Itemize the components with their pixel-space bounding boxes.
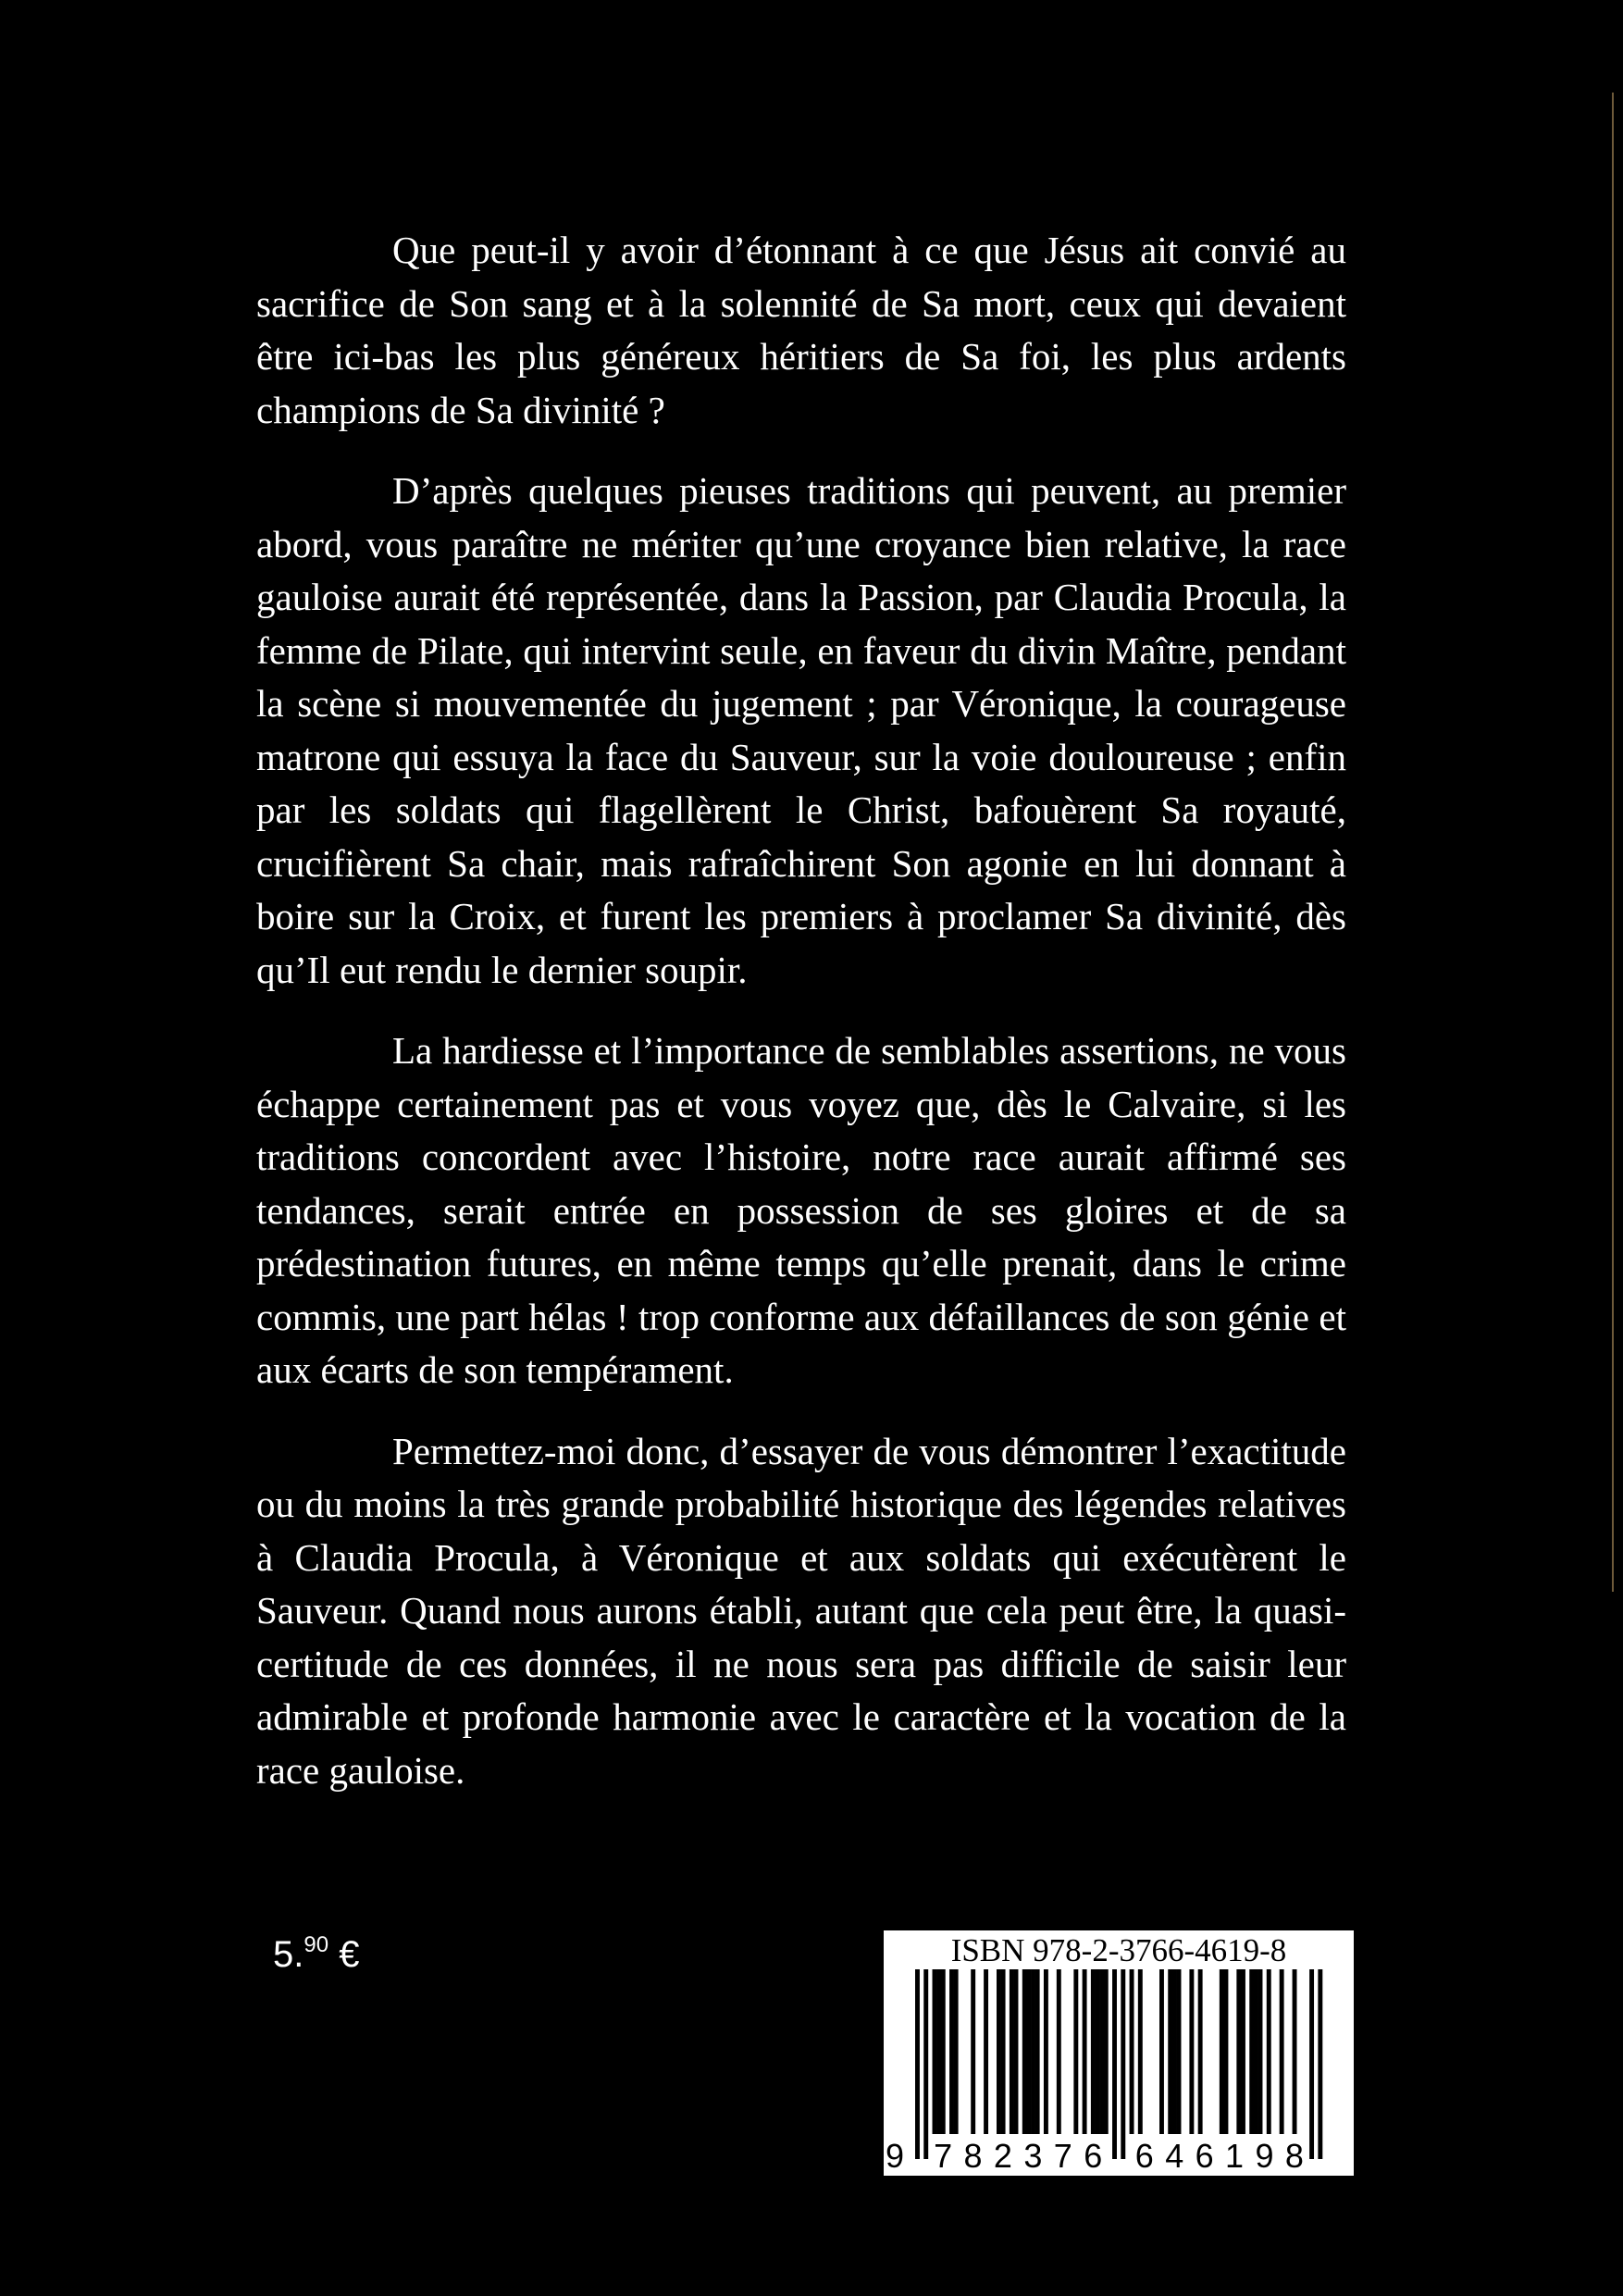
barcode-bar: [1099, 1969, 1104, 2134]
barcode-bar: [1293, 1969, 1297, 2134]
barcode-bar: [1035, 1969, 1040, 2134]
barcode-bar: [1104, 1969, 1109, 2134]
barcode-bar: [1044, 1969, 1048, 2134]
barcode-bar: [1022, 1969, 1027, 2134]
blurb-paragraph-2: D’après quelques pieuses traditions qui peuvent, au premier abord, vous paraître ne mériter qu’une croyance bien relative, la race gauloise aurait été représentée, dans la Passion, par Claudia Procula, la femme de Pilate, qui intervint seule, en faveur du divin Maître, pendant la scène si mouvementée du jugement ; par Véronique, la courageuse matrone qui essuya la face du Sauveur, sur la voie douloureuse ; enfin par les soldats qui flagellèrent le Christ, bafouèrent Sa royauté, crucifièrent Sa chair, mais rafraîchirent Son agonie en lui donnant à boire sur la Croix, et furent les premiers à proclamer Sa divinité, dès qu’Il eut rendu le dernier soupir.: [256, 469, 1346, 991]
barcode-digit: 6: [1084, 2137, 1103, 2175]
barcode-digits: [884, 2134, 1354, 2176]
barcode-bar: [923, 1969, 928, 2159]
blurb-text: [256, 224, 1346, 1825]
barcode-bar: [1096, 1969, 1100, 2134]
barcode-bar: [1130, 1969, 1134, 2134]
barcode-bar: [1309, 1969, 1314, 2159]
barcode-bar: [1168, 1969, 1172, 2134]
barcode-bar: [1026, 1969, 1031, 2134]
barcode-bar: [984, 1969, 988, 2134]
price-tag: [273, 1923, 359, 1977]
barcode-bar: [915, 1969, 920, 2159]
barcode-bar: [1177, 1969, 1182, 2134]
barcode-bar: [1318, 1969, 1322, 2159]
blurb-paragraph-3: La hardiesse et l’importance de semblables assertions, ne vous échappe certainement pas et vous voyez que, dès le Calvaire, si les traditions concordent avec l’histoire, notre race aurait affirmé ses tendances, serait entrée en possession de ses gloires et de sa prédestination futures, en même temps qu’elle prenait, dans le crime commis, une part hélas ! trop conforme aux défaillances de son génie et aux écarts de son tempérament.: [256, 1029, 1346, 1391]
barcode-bar: [1241, 1969, 1245, 2134]
barcode-digit: 1: [1225, 2137, 1245, 2175]
blurb-paragraph-1: Que peut-il y avoir d’étonnant à ce que Jésus ait convié au sacrifice de Son sang et à la solennité de Sa mort, ceux qui devaient être ici-bas les plus généreux héritiers de Sa foi, les plus ardents champions de Sa divinité ?: [256, 229, 1346, 431]
barcode-bar: [1083, 1969, 1087, 2134]
barcode-bar: [1267, 1969, 1271, 2134]
barcode-bar: [1223, 1969, 1228, 2134]
barcode-digit: 9: [1255, 2137, 1274, 2175]
barcode-bar: [933, 1969, 937, 2134]
barcode-bar: [1031, 1969, 1035, 2134]
blurb-paragraph-4: Permettez-moi donc, d’essayer de vous démontrer l’exactitude ou du moins la très grande probabilité historique des légendes relatives à Claudia Procula, à Véronique et aux soldats qui exécutèrent le Sauveur. Quand nous aurons établi, autant que cela peut être, la quasi-certitude de ces données, il ne nous sera pas difficile de saisir leur admirable et profonde harmonie avec le caractère et la vocation de la race gauloise.: [256, 1429, 1346, 1792]
barcode-bar: [1172, 1969, 1177, 2134]
barcode-digit: 7: [1053, 2137, 1072, 2175]
barcode-bar: [1254, 1969, 1258, 2134]
barcode-bar: [941, 1969, 946, 2134]
barcode-bar: [1258, 1969, 1263, 2134]
barcode-bar: [936, 1969, 941, 2134]
isbn-label: ISBN 978-2-3766-4619-8: [950, 1932, 1287, 1968]
barcode-bar: [1010, 1969, 1014, 2134]
barcode-bar: [1159, 1969, 1164, 2134]
barcode-bar: [1001, 1969, 1006, 2134]
price-currency: €: [339, 1934, 360, 1975]
isbn-barcode: [884, 1930, 1354, 2176]
barcode-bar: [949, 1969, 954, 2134]
barcode-bar: [1091, 1969, 1096, 2134]
barcode-bar: [1057, 1969, 1061, 2134]
barcode-digit: 3: [1023, 2137, 1043, 2175]
barcode-bar: [1189, 1969, 1194, 2134]
barcode-bar: [1073, 1969, 1078, 2134]
barcode-digit: 4: [1165, 2137, 1184, 2175]
barcode-bar: [1198, 1969, 1203, 2134]
barcode-bar: [1112, 1969, 1117, 2159]
barcode-digit: 9: [885, 2137, 905, 2175]
barcode-bar: [1121, 1969, 1125, 2159]
barcode-bar: [1236, 1969, 1241, 2134]
barcode-digit: 6: [1134, 2137, 1154, 2175]
barcode-digit: 6: [1195, 2137, 1214, 2175]
barcode-bar: [1220, 1969, 1224, 2134]
barcode-bar: [1280, 1969, 1284, 2134]
barcode-bar: [1249, 1969, 1254, 2134]
barcode-digit: 7: [934, 2137, 953, 2175]
barcode-bar: [954, 1969, 959, 2134]
barcode-bar: [971, 1969, 975, 2134]
barcode-digit: 2: [993, 2137, 1012, 2175]
barcode-digit: 8: [1284, 2137, 1304, 2175]
barcode-digit: 8: [963, 2137, 983, 2175]
cover-edge-line: [1612, 93, 1614, 1592]
price-whole: 5.: [273, 1934, 304, 1975]
barcode-bar: [1014, 1969, 1019, 2134]
barcode-bar: [1138, 1969, 1143, 2134]
price-cents: 90: [304, 1932, 329, 1957]
barcode-bar: [997, 1969, 1001, 2134]
